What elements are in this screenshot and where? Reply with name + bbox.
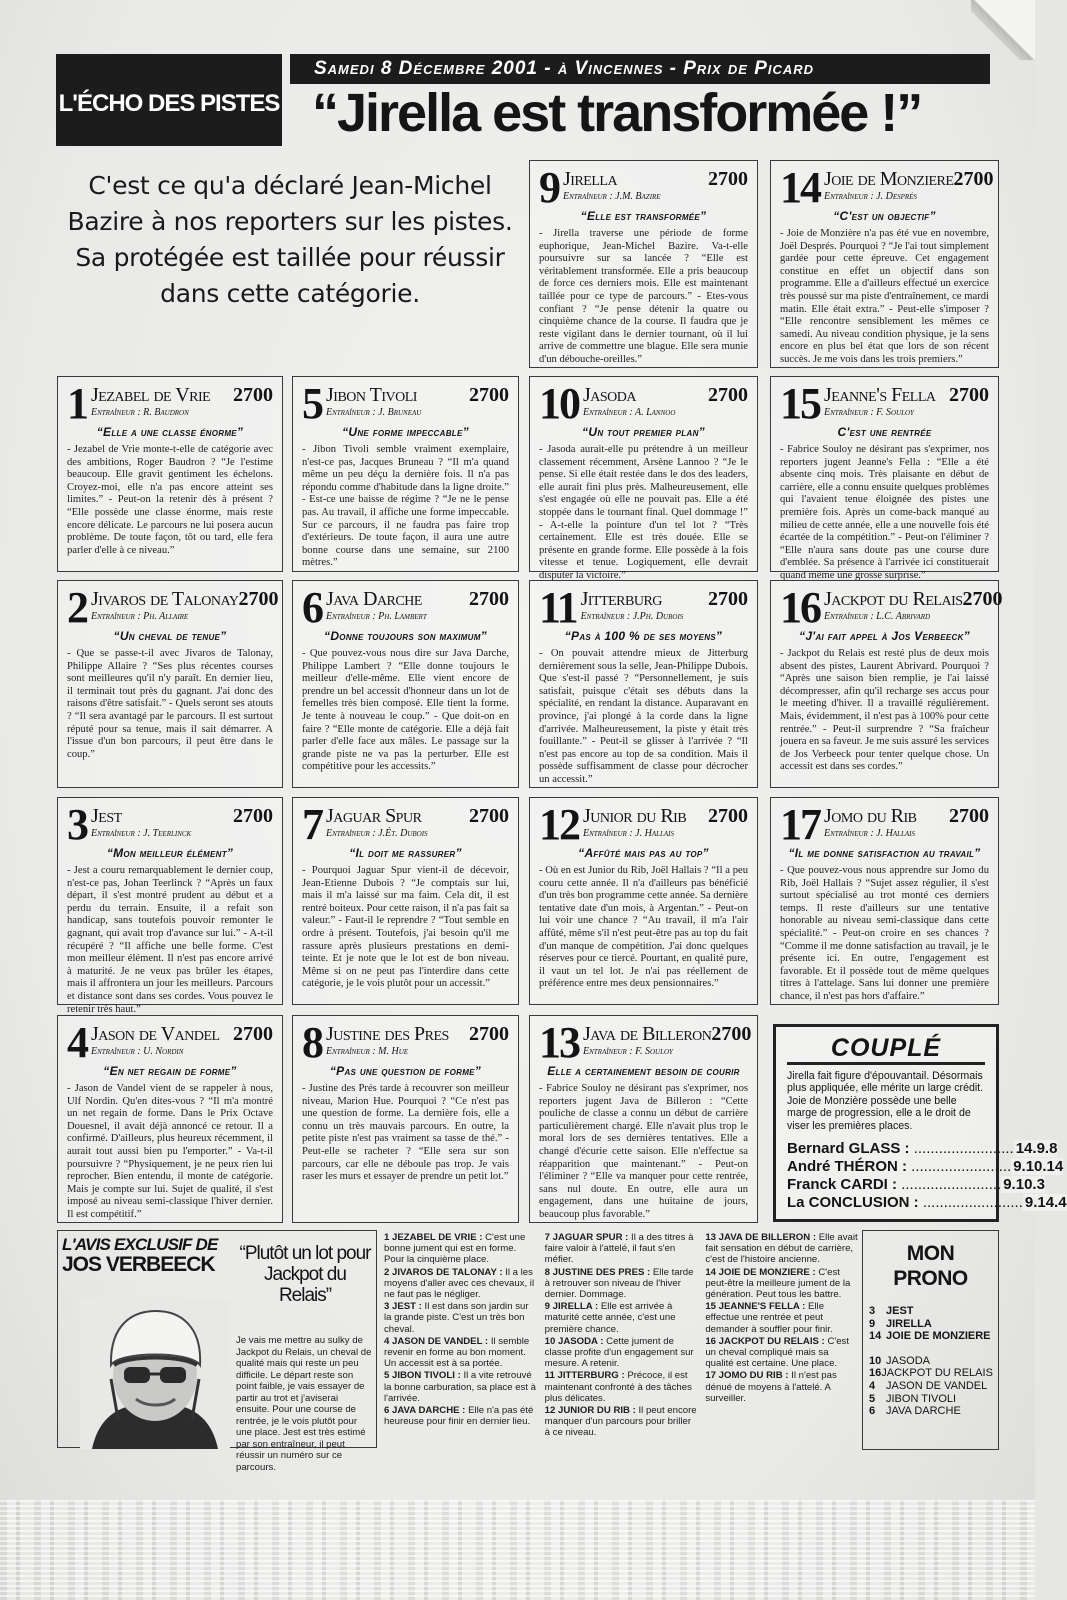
avis-title: “Plutôt un lot pour Jackpot du Relais” [239, 1243, 371, 1306]
interview-text: - Jezabel de Vrie monte-t-elle de catégorie avec des ambitions, Roger Baudron ? “Je l'estime beaucoup. Elle gravit gentiment les échelons. Croyez-moi, elle n'a pas encore atteint ses limites.” - Peut-on la retenir dès à présent ? “Elle possède une classe énorme, mais reste encore délicate. Le parcours ne lui posera aucun problème. De toute façon, tôt ou tard, elle fera parler d'elle à ce niveau.” [67, 444, 273, 556]
trainer: Entraîneur : J. Bruneau [326, 407, 422, 418]
note-horse: 8 JUSTINE DES PRES : [544, 1266, 651, 1278]
prono-outsider [869, 1367, 992, 1380]
prono-spacer [869, 1343, 992, 1355]
horse-number: 10 [539, 379, 579, 428]
interview-text: - Fabrice Souloy ne désirant pas s'exprimer, nos reporters jugent Java de Billeron : “Cette pouliche de classe a connu un début de carrière particulièrement chargé. Elle n'avait plus trop le moral lors de ses dernières tentatives. Elle a changé d'écurie cette saison. Elle n'effectue sa réapparition que maintenant.” - Peut-on l'éliminer ? “Elle va manquer pour cette rentrée, sans nul doute. En outre, elle aura un engagement, dans une huitaine de jours, beaucoup plus favorable.” [539, 1083, 748, 1220]
race-distance: 2700 [469, 1023, 509, 1045]
couple-text: Jirella fait figure d'épouvantail. Désormais plus appliquée, elle mérite un large crédit. Joie de Monzière possède une belle marge de progression, elle a le droit de viser les premières places. [787, 1070, 984, 1132]
trainer: Entraîneur : J. Després [824, 191, 917, 202]
couple-row [787, 1158, 1064, 1176]
horse-number: 16 [780, 583, 820, 632]
interview-text: - On pouvait attendre mieux de Jitterburg dernièrement sous la selle, Jean-Philippe Dubois. Que s'est-il passé ? “Personnellement, je suis satisfait, puisque c'était ses débuts dans la spécialité, en rendant la distance. Auparavant en province, j'ai plongé à la corde dans la ligne d'arrivée. Malheureusement, la piste y était très fouillante.” - Peut-il se glisser à l'arrivée ? “Il n'est pas encore au top de sa condition. Mais il possède suffisamment de classe pour décrocher un accessit.” [539, 648, 748, 785]
card-header [302, 379, 509, 428]
couple-box [773, 1024, 1067, 1222]
card-header [780, 583, 1003, 632]
card-title-row [91, 589, 278, 609]
card-title-row [91, 385, 273, 405]
note-horse: 5 JIBON TIVOLI : [384, 1370, 461, 1382]
card-title-row [326, 1024, 509, 1044]
card-header [539, 163, 748, 212]
note-horse: 7 JAGUAR SPUR : [544, 1232, 629, 1243]
note-text: Il a des titres à faire valoir à l'attelé, il faut s'en méfier. [544, 1232, 694, 1266]
race-distance: 2700 [949, 384, 989, 406]
horse-number: 7 [302, 800, 322, 849]
card-title-block [583, 804, 748, 839]
trainer: Entraîneur : F. Souloy [583, 1046, 673, 1057]
horse-number: 13 [539, 1018, 579, 1067]
prono-horse: JASODA [886, 1354, 931, 1367]
card-header [302, 1018, 509, 1067]
note-text: Précoce, il est maintenant confronté à des tâches plus délicates. [544, 1370, 692, 1404]
race-distance: 2700 [949, 805, 989, 827]
note-text: C'est une bonne jument qui est en forme. Pour la cinquième place. [384, 1232, 526, 1266]
card-title-block [824, 587, 1003, 622]
card-title-row [326, 806, 509, 826]
couple-row [787, 1140, 1058, 1158]
card-title-row [326, 385, 509, 405]
race-distance: 2700 [708, 588, 748, 610]
trainer: Entraîneur : J. Teerlinck [91, 828, 192, 839]
card-title-row [824, 589, 1003, 609]
horse-note [384, 1370, 537, 1404]
trainer: Entraîneur : F. Souloy [824, 407, 914, 418]
couple-row [787, 1194, 1067, 1212]
couple-rows [787, 1140, 1067, 1212]
trainer: Entraîneur : J. Hallais [824, 828, 915, 839]
card-header [302, 800, 509, 849]
race-distance: 2700 [233, 384, 273, 406]
pull-quote: “J'ai fait appel à Jos Verbeeck” [799, 629, 970, 643]
trainer: Entraîneur : Ph. Allaire [91, 611, 189, 622]
horse-number: 4 [67, 1018, 87, 1067]
race-distance: 2700 [953, 168, 994, 190]
horse-name: Jason de Vandel [91, 1023, 220, 1045]
horse-name: Jomo du Rib [824, 805, 917, 827]
trainer: Entraîneur : J. Hallais [583, 828, 674, 839]
dateline: Samedi 8 Décembre 2001 - à Vincennes - Prix de Picard [290, 54, 990, 84]
horse-card [529, 160, 758, 368]
trainer: Entraîneur : J.M. Bazire [563, 191, 661, 202]
race-distance: 2700 [469, 805, 509, 827]
horse-card [57, 797, 283, 1015]
avis-kicker-line: L'AVIS EXCLUSIF DE [62, 1235, 218, 1254]
pundit-combination: 9.10.3 [1003, 1176, 1045, 1194]
pull-quote: “Il doit me rassurer” [349, 846, 462, 860]
prono-number: 16 [869, 1367, 882, 1380]
trainer: Entraîneur : J.Ét. Dubois [326, 828, 428, 839]
notes-column [384, 1232, 537, 1446]
horse-note [705, 1336, 858, 1370]
note-text: Elle est arrivée à maturité cette année, c'est une première chance. [544, 1301, 676, 1335]
card-title-row [824, 385, 989, 405]
prono-horse: JEST [886, 1305, 914, 1317]
page-corner-fold [971, 0, 1035, 60]
horse-note [545, 1405, 698, 1439]
race-distance: 2700 [708, 168, 748, 190]
interview-text: - Où en est Junior du Rib, Joël Hallais ? “Il a peu couru cette année. Il n'a d'ailleurs pas bénéficié d'un très bon programme cette année. Sa dernière tentative date d'un mois, à Argentan.” - Peut-on lui voir une chance ? “Au travail, il m'a l'air affûté, même s'il n'est peut-être pas au top du fait d'un manque de compétition. J'ai donc quelques réserves pour ce tiercé. Pourtant, en qualité pure, il vaut un tel lot. Je n'ai pas réellement de préférence entre mes deux pensionnaires.” [539, 865, 748, 990]
interview-text: - Que se passe-t-il avec Jivaros de Talonay, Philippe Allaire ? “Ses plus récentes courses sont meilleures qu'il n'y paraît. En dernier lieu, il terminait tout près du gagnant. J'ai donc des raisons d'être satisfait.” - Quels seront ses atouts ? “Il sera avantagé par le parcours. Il est surtout réputé pour sa tenue, mais il sait démarrer. A l'issue d'un bon parcours, il peut être dans le coup.” [67, 648, 273, 760]
pundit-name: Franck CARDI : ..... [787, 1176, 1001, 1193]
avis-box [57, 1230, 377, 1473]
prono-title-line1: MON [906, 1242, 955, 1265]
pull-quote: “Pas à 100 % de ses moyens” [564, 629, 723, 643]
horse-note [384, 1405, 537, 1427]
note-text: Il a vite retrouvé la bonne carburation, sa place est à l'arrivée. [384, 1370, 537, 1404]
pundit-combination: 9.10.14 [1013, 1158, 1064, 1176]
horse-number: 15 [780, 379, 820, 428]
pull-quote: “Mon meilleur élément” [106, 846, 234, 860]
horse-note [384, 1336, 537, 1370]
trainer: Entraîneur : A. Lannoo [583, 407, 676, 418]
horse-number: 12 [539, 800, 579, 849]
card-title-block [91, 1022, 273, 1057]
card-title-block [824, 167, 993, 202]
jockey-photo [80, 1299, 230, 1449]
horse-note [705, 1301, 858, 1335]
prono-number: 5 [869, 1392, 876, 1405]
note-horse: 15 JEANNE'S FELLA : [705, 1301, 806, 1313]
prono-title [869, 1241, 992, 1291]
note-horse: 9 JIRELLA : [544, 1301, 599, 1313]
horse-note [545, 1301, 698, 1335]
horse-note [384, 1232, 537, 1266]
prono-horse: JIBON TIVOLI [886, 1392, 957, 1405]
trainer: Entraîneur : U. Nordin [91, 1046, 184, 1057]
horse-name: Jivaros de Talonay [91, 588, 239, 610]
pull-quote: “Une forme impeccable” [342, 425, 469, 439]
horse-name: Jeanne's Fella [824, 384, 936, 406]
interview-text: - Jibon Tivoli semble vraiment exemplaire, n'est-ce pas, Jacques Bruneau ? “Il m'a quand même un peu déçu la dernière fois. Il n'a pas répondu comme d'habitude dans la ligne droite.” - Est-ce une baisse de régime ? “Je ne le pense pas. Au travail, il affiche une forme impeccable. Sur ce parcours, il ne faudra pas faire trop d'extérieurs. De toute façon, il aura une autre bonne course dans une semaine, sur 2100 mètres.” [302, 444, 509, 569]
card-header [780, 379, 989, 428]
prono-number: 14 [869, 1330, 882, 1343]
horse-card [57, 1015, 283, 1223]
race-distance: 2700 [233, 805, 273, 827]
note-text: Il n'est pas dénué de moyens à l'attelé. A surveiller. [705, 1370, 837, 1404]
headline: “Jirella est transformée !” [312, 83, 922, 143]
deck-intro: C'est ce qu'a déclaré Jean-Michel Bazire à nos reporters sur les pistes. Sa protégée est taillée pour réussir dans cette catégorie. [67, 171, 513, 308]
horse-note [384, 1267, 537, 1301]
card-header [539, 800, 748, 849]
note-text: Elle n'a pas été heureuse pour finir en dernier lieu. [384, 1405, 534, 1428]
card-title-block [581, 587, 748, 622]
horse-name: Jaguar Spur [326, 805, 422, 827]
card-title-row [563, 169, 748, 189]
card-title-block [91, 383, 273, 418]
horse-card [292, 376, 519, 572]
card-title-row [583, 385, 748, 405]
horse-name: Justine des Pres [326, 1023, 449, 1045]
section-rubric: L'ÉCHO DES PISTES [56, 54, 282, 146]
pundit-name: André THÉRON : ..... [787, 1158, 1011, 1175]
note-text: Elle avait fait sensation en début de carrière, c'est de l'histoire ancienne. [705, 1232, 858, 1266]
interview-text: - Pourquoi Jaguar Spur vient-il de décevoir, Jean-Etienne Dubois ? “Je comptais sur lui, mais il m'a laissé sur ma faim. Cela dit, il est rentré boiteux. Pour cette raison, il n'a pas fait sa valeur.” - Faut-il le reprendre ? “Tout semble en ordre à présent. Toutefois, j'ai besoin qu'il me rassure après plusieurs prestations en demi-teinte. Et je note que le lot est de bon niveau. Même si on ne peut pas l'interdire dans cette catégorie, je le vois plutôt pour un accessit.” [302, 865, 509, 990]
horse-number: 8 [302, 1018, 322, 1067]
notes-column [545, 1232, 698, 1446]
card-header [780, 163, 994, 212]
card-title-block [326, 587, 509, 622]
interview-text: - Fabrice Souloy ne désirant pas s'exprimer, nos reporters jugent Jeanne's Fella : “Elle a été absente cinq mois. Très plaisante en début de carrière, elle a connu ensuite quelques problèmes qui l'avaient tenue éloignée des pistes une première fois. Après un come-back manqué au milieu de cette année, elle a une nouvelle fois été écartée de la compétition.” - Peut-on l'éliminer ? “Elle n'aura sans doute pas une course dure d'emblée. Sa présence à l'arrivée ici constituerait quand même une grosse surprise.” [780, 444, 989, 581]
pull-quote: “Donne toujours son maximum” [324, 629, 487, 643]
horse-card [770, 376, 999, 581]
horse-name: Jackpot du Relais [824, 588, 963, 610]
card-header [67, 800, 273, 849]
prono-number: 6 [869, 1405, 876, 1418]
interview-text: - Jackpot du Relais est resté plus de deux mois absent des pistes, Laurent Abrivard. Pourquoi ? “Après une saison bien remplie, je l'ai laissé décompresser, afin qu'il recharge ses accus pour le meeting d'hiver. Il a travaillé régulièrement. Mais, évidemment, il n'est pas à 100% pour cette rentrée.” - Peut-il surprendre ? “Sa fraîcheur jouera en sa faveur. Je me suis assuré les services de Jos Verbeeck pour tenter quelque chose. Un accessit est dans ses cordes.” [780, 648, 989, 773]
pull-quote: “Affûté mais pas au top” [578, 846, 709, 860]
prono-number: 9 [869, 1317, 876, 1330]
note-horse: 2 JIVAROS DE TALONAY : [384, 1266, 503, 1278]
card-title-block [91, 804, 273, 839]
prono-horse: JAVA DARCHE [886, 1405, 961, 1418]
horse-note [705, 1370, 858, 1404]
prono-horse: JIRELLA [886, 1317, 932, 1330]
note-text: Cette jument de classe profite d'un engagement sur mesure. A retenir. [544, 1335, 694, 1370]
horse-card [770, 160, 999, 368]
horse-name: Jitterburg [580, 588, 662, 610]
pull-quote: “En net regain de forme” [103, 1064, 237, 1078]
horse-name: Joie de Monziere [824, 168, 954, 190]
interview-text: - Que pouvez-vous nous apprendre sur Jomo du Rib, Joël Hallais ? “Sujet assez régulier, il s'est surtout spécialisé au trot monté ces derniers temps. Il reste d'ailleurs sur une tentative honorable au niveau semi-classique dans cette spécialité.” - Peut-on croire en ses chances ? “Comme il me donne satisfaction au travail, je le présente ici. En outre, l'engagement est favorable. Et il possède tout de même quelques titres à l'attelage. Sans lui donner une première chance, il n'est pas hors d'affaire.” [780, 865, 989, 1002]
prono-outsider [869, 1355, 992, 1368]
horse-name: Jezabel de Vrie [91, 384, 211, 406]
race-distance: 2700 [962, 588, 1003, 610]
race-distance: 2700 [238, 588, 279, 610]
card-title-block [91, 587, 278, 622]
card-title-row [583, 1024, 751, 1044]
card-title-block [326, 804, 509, 839]
pull-quote: “Elle est transformée” [580, 209, 707, 223]
prono-horse: JASON DE VANDEL [886, 1379, 988, 1392]
note-horse: 12 JUNIOR DU RIB : [544, 1405, 636, 1417]
note-text: Elle effectue une rentrée et peut demander à souffler pour finir. [705, 1301, 833, 1335]
race-distance: 2700 [469, 384, 509, 406]
prono-pick [869, 1330, 992, 1343]
pull-quote: “Elle a une classe énorme” [96, 425, 244, 439]
couple-row [787, 1176, 1045, 1194]
horse-name: Junior du Rib [583, 805, 687, 827]
horse-number: 2 [67, 583, 87, 632]
card-title-block [326, 1022, 509, 1057]
prono-horse: JACKPOT DU RELAIS [881, 1367, 993, 1380]
interview-text: - Jason de Vandel vient de se rappeler à nous, Ulf Nordin. Qu'en dites-vous ? “Il m'a montré un net regain de forme. Dans le Prix Octave Douesnel, il avait déjà annoncé ce retour. Il a confirmé. D'ailleurs, plus heureux récemment, il aurait tout aussi bien pu l'emporter.” - Va-t-il poursuivre ? “Physiquement, je ne peux rien lui reprocher. Bien entendu, il monte de catégorie. Mais je compte sur lui. Sujet de qualité, il s'est imposé au niveau semi-classique l'hiver dernier. Il est compétitif.” [67, 1083, 273, 1220]
horse-note [705, 1232, 858, 1266]
card-title-block [583, 1022, 751, 1057]
prono-pick [869, 1305, 992, 1318]
pull-quote: “Il me donne satisfaction au travail” [788, 846, 981, 860]
note-horse: 16 JACKPOT DU RELAIS : [705, 1335, 825, 1347]
pundit-name: La CONCLUSION : ..... [787, 1194, 1023, 1211]
horse-name: Java Darche [326, 588, 422, 610]
horse-number: 3 [67, 800, 87, 849]
prono-title-line2: PRONO [893, 1267, 968, 1290]
note-text: C'est un cheval compliqué mais sa qualité est certaine. Une place. [705, 1335, 849, 1370]
horse-note [545, 1232, 698, 1266]
card-title-row [824, 806, 989, 826]
avis-name: JOS VERBEECK [62, 1253, 215, 1276]
horse-note [545, 1370, 698, 1404]
trainer: Entraîneur : M. Hue [326, 1046, 409, 1057]
card-title-row [91, 806, 273, 826]
card-title-row [583, 806, 748, 826]
pundit-combination: 14.9.8 [1015, 1140, 1058, 1158]
pull-quote: “Un cheval de tenue” [113, 629, 227, 643]
note-text: Il est dans son jardin sur la grande piste. C'est un très bon cheval. [384, 1301, 529, 1335]
horse-card [292, 580, 519, 788]
card-title-block [563, 167, 748, 202]
note-text: Elle tarde à retrouver son niveau de l'hiver dernier. Dommage. [544, 1266, 694, 1301]
trainer: Entraîneur : R. Baudron [91, 407, 189, 418]
prono-outsider [869, 1380, 992, 1393]
card-header [539, 583, 748, 632]
card-title-block [326, 383, 509, 418]
prono-pick [869, 1318, 992, 1331]
race-distance: 2700 [708, 805, 748, 827]
pull-quote: C'est une rentrée [837, 425, 932, 439]
note-horse: 6 JAVA DARCHE : [384, 1405, 466, 1417]
notes-column [705, 1232, 858, 1446]
interview-text: - Jirella traverse une période de forme euphorique, Jean-Michel Bazire. Va-t-elle poursuivre sur sa lancée ? “Elle est véritablement transformée. Elle a pris beaucoup de force ces derniers mois. Elle est maintenant taillée pour ce type de parcours.” - Etes-vous confiant ? “Je pense détenir la quatre ou cinquième chance de la course. Il faudra que je reste vigilant dans le dernier tournant, où il lui arrive de commettre une blague. Elle sera munie d'un débouche-oreilles.” [539, 228, 748, 365]
horse-card [529, 1015, 758, 1223]
race-distance: 2700 [233, 1023, 273, 1045]
horse-card [770, 580, 1003, 788]
pull-quote: “Un tout premier plan” [582, 425, 705, 439]
trainer: Entraîneur : J.Ph. Dubois [580, 611, 684, 622]
scan-noise-lines [0, 1500, 1035, 1600]
card-title-row [824, 169, 993, 189]
notes-columns [384, 1232, 858, 1446]
card-header [67, 583, 279, 632]
avis-body: Je vais me mettre au sulky de Jackpot du Relais, un cheval de qualité mais qui reste un peu difficile. Le départ reste son point faible, je vais essayer de partir au trot et j'aviserai ensuite. Pour une course de rentrée, je le vois plutôt pour une place. Jest est très estimé par son entraîneur, il peut réussir un numéro sur ce parcours. [236, 1335, 372, 1473]
prono-number: 3 [869, 1305, 876, 1317]
horse-note [384, 1301, 537, 1335]
interview-text: - Justine des Prés tarde à recouvrer son meilleur niveau, Marion Hue. Pourquoi ? “Ce n'est pas une question de forme. La dernière fois, elle a connu un très mauvais parcours. En outre, la petite piste n'est pas vraiment sa tasse de thé.” - Peut-elle se racheter ? “Elle sera sur son parcours, car elle ne déboule pas trop. Je vais raser les murs et essayer de prendre un petit lot.” [302, 1083, 509, 1183]
card-header [539, 379, 748, 428]
horse-card [529, 580, 758, 788]
horse-note [545, 1336, 698, 1370]
couple-title: COUPLÉ [787, 1034, 985, 1065]
trainer: Entraîneur : Ph. Lambert [326, 611, 427, 622]
horse-name: Jirella [563, 168, 618, 190]
horse-name: Jest [91, 805, 122, 827]
card-header [67, 1018, 273, 1067]
horse-number: 17 [780, 800, 820, 849]
horse-number: 9 [539, 163, 559, 212]
pull-quote: Elle a certainement besoin de courir [547, 1064, 740, 1078]
card-title-block [824, 383, 989, 418]
card-header [539, 1018, 752, 1067]
pull-quote: “Pas une question de forme” [329, 1064, 482, 1078]
card-header [67, 379, 273, 428]
card-title-row [91, 1024, 273, 1044]
card-title-row [326, 589, 509, 609]
horse-number: 14 [780, 163, 820, 212]
note-text: Il peut encore manquer d'un parcours pour briller à ce niveau. [544, 1405, 697, 1439]
prono-outsider [869, 1393, 992, 1406]
card-title-block [824, 804, 989, 839]
horse-card [529, 376, 758, 581]
note-text: Il a les moyens d'aller avec ces chevaux, il ne faut pas le négliger. [384, 1266, 535, 1301]
card-header [302, 583, 509, 632]
prono-number: 4 [869, 1379, 876, 1392]
horse-name: Jasoda [583, 384, 637, 406]
prono-outsider [869, 1405, 992, 1418]
prono-list [869, 1305, 992, 1418]
note-text: Il semble revenir en forme au bon moment. Un accessit est à sa portée. [384, 1335, 530, 1370]
note-horse: 10 JASODA : [544, 1335, 604, 1347]
interview-text: - Joie de Monzière n'a pas été vue en novembre, Joël Després. Pourquoi ? “Je l'ai tout simplement gardée pour cette épreuve. Cet engagement constitue en effet un objectif dans son programme. Elle a d'ailleurs effectué un exercice très poussé sur ma piste d'entraînement, ce mardi matin. Elle était extra.” - Peut-elle s'imposer ? “Elle rencontre sensiblement les mêmes ce samedi. Au niveau condition physique, je la sens encore en plus bel état que lors de son récent succès. Je me vois dans les trois premiers.” [780, 228, 989, 365]
note-horse: 14 JOIE DE MONZIERE : [705, 1266, 816, 1278]
note-text: C'est peut-être la meilleure jument de la génération. Peut tous les battre. [705, 1266, 851, 1301]
note-horse: 4 JASON DE VANDEL : [384, 1335, 489, 1347]
prono-number: 10 [869, 1354, 882, 1367]
horse-name: Jibon Tivoli [326, 384, 417, 406]
horse-number: 1 [67, 379, 87, 428]
horse-card [292, 797, 519, 1005]
note-horse: 17 JOMO DU RIB : [705, 1370, 789, 1382]
interview-text: - Jest a couru remarquablement le dernier coup, n'est-ce pas, Johan Teerlinck ? “Après un faux départ, il s'est montré prudent au début et a perdu du terrain. Ensuite, il a refait son handicap, sans toutefois pouvoir remonter le gagnant, qui avait trop d'avance sur lui.” - A-t-il récupéré ? “Il affiche une belle forme. C'est mon meilleur élément. Il n'est pas encore arrivé à maturité. Je ne veux pas brûler les étapes, mais il affrontera un jour les meilleurs. Parcours et distance sont dans ses cordes. Vous pouvez le retenir très haut.” [67, 865, 273, 1015]
horse-card [529, 797, 758, 1005]
interview-text: - Jasoda aurait-elle pu prétendre à un meilleur classement récemment, Arsène Lannoo ? “Je le pense. Si elle était restée dans le dos des leaders, elle aurait fini plus près. Malheureusement, elle s'est engagée où elle ne pouvait pas. Elle a été stoppée dans le tournant final. Quel dommage !” - A-t-elle la pointure d'un tel lot ? “Très certainement. Elle est très douée. Elle se présente en grande forme. Elle possède à la fois vitesse et tenue. Logiquement, elle devrait disputer la victoire.” [539, 444, 748, 581]
card-header [780, 800, 989, 849]
horse-card [770, 797, 999, 1005]
pundit-combination: 9.14.4 [1024, 1194, 1067, 1212]
note-horse: 13 JAVA DE BILLERON : [705, 1232, 817, 1243]
horse-name: Java de Billeron [583, 1023, 712, 1045]
pull-quote: “C'est un objectif” [833, 209, 936, 223]
trainer: Entraîneur : L.C. Abrivard [824, 611, 931, 622]
card-title-row [581, 589, 748, 609]
note-horse: 11 JITTERBURG : [544, 1370, 625, 1382]
pundit-name: Bernard GLASS : ..... [787, 1140, 1014, 1157]
horse-number: 11 [539, 583, 577, 632]
horse-card [57, 376, 283, 572]
note-horse: 1 JEZABEL DE VRIE : [384, 1232, 483, 1243]
interview-text: - Que pouvez-vous nous dire sur Java Darche, Philippe Lambert ? “Elle donne toujours le meilleur d'elle-même. Elle vient encore de prendre un bel accessit d'honneur dans un lot de femelles très bien composé. Elle tient la forme. Je tente à nouveau le coup.” - Que doit-on en faire ? “Elle monte de catégorie. Elle a déjà fait parler d'elle face aux mâles. Le passage sur la grande piste ne va pas la perturber. Elle est compétitive pour les accessits.” [302, 648, 509, 773]
horse-note [705, 1267, 858, 1301]
prono-box [862, 1230, 999, 1450]
race-distance: 2700 [469, 588, 509, 610]
horse-number: 5 [302, 379, 322, 428]
race-distance: 2700 [711, 1023, 752, 1045]
note-horse: 3 JEST : [384, 1301, 422, 1313]
race-distance: 2700 [708, 384, 748, 406]
card-title-block [583, 383, 748, 418]
horse-card [292, 1015, 519, 1223]
avis-kicker [62, 1235, 232, 1275]
horse-card [57, 580, 283, 788]
horse-number: 6 [302, 583, 322, 632]
prono-horse: JOIE DE MONZIERE [886, 1330, 991, 1343]
horse-note [545, 1267, 698, 1301]
